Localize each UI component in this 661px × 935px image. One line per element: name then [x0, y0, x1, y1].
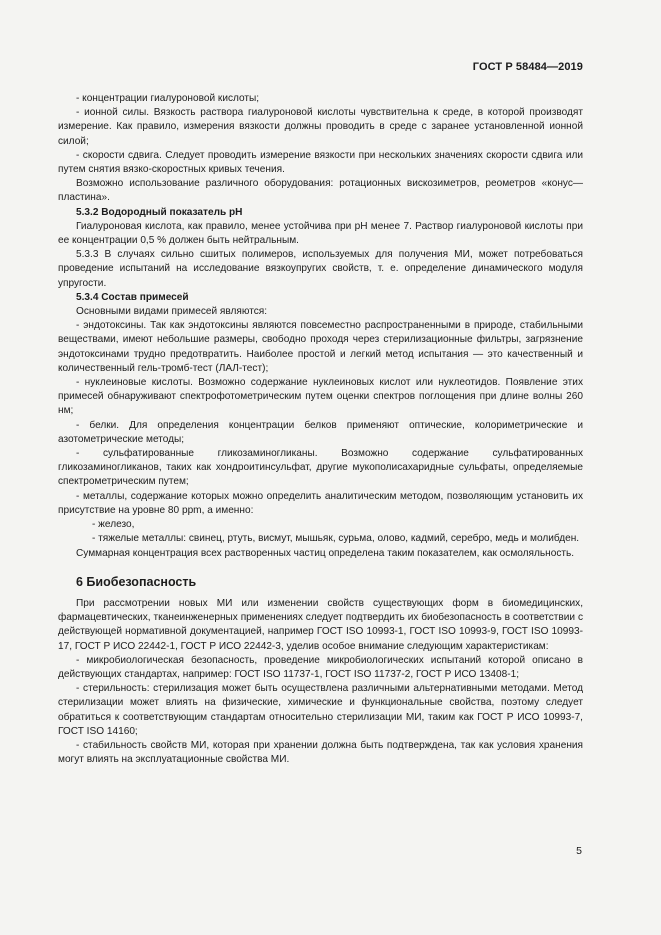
paragraph: Основными видами примесей являются:: [76, 306, 268, 318]
page-number: 5: [576, 845, 582, 857]
paragraph: Возможно использование различного оборудования: ротационных вискозиметров, реометров «конус—пластина».: [58, 178, 583, 204]
page-body: [58, 92, 583, 767]
sub-list-item: - железо,: [92, 519, 135, 531]
paragraph: - ионной силы. Вязкость раствора гиалуроновой кислоты чувствительна к среде, в которой производят измерение. Как правило, измерения вязкости должны проводить в среде с заранее установленной ионной силой;: [58, 107, 583, 147]
subsection-heading-5-3-4: 5.3.4 Состав примесей: [76, 291, 189, 303]
list-item: - стерильность: стерилизация может быть осуществлена различными альтернативными методами. Метод стерилизации может влиять на физические, химические и функциональные свойства, поэтому следует обратиться к соответствующим стандартам относительно стерилизации МИ, таким как ГОСТ Р ИСО 10993-7, ГОСТ ISO 14160;: [58, 683, 583, 737]
paragraph: Суммарная концентрация всех растворенных частиц определена таким показателем, как осмоляльность.: [76, 547, 575, 559]
sub-list-item: - тяжелые металлы: свинец, ртуть, висмут, мышьяк, сурьма, олово, кадмий, серебро, медь и молибден.: [92, 533, 580, 545]
list-item: - стабильность свойств МИ, которая при хранении должна быть подтверждена, так как условия хранения могут влиять на эксплуатационные свойства МИ.: [58, 739, 583, 766]
paragraph: - скорости сдвига. Следует проводить измерение вязкости при нескольких значениях скорости сдвига или путем снятия вязко-скоростных кривых течения.: [58, 149, 583, 176]
paragraph: 5.3.3 В случаях сильно сшитых полимеров, используемых для получения МИ, может потребоваться проведение испытаний на исследование вязкоупругих свойств, т. е. определение динамического модуля упругости.: [58, 249, 583, 289]
paragraph: При рассмотрении новых МИ или изменении свойств существующих форм в биомедицинских, фармацевтических, тканеинженерных применениях следует подтвердить их биобезопасность в соответствии с действующей нормативной документацией, например ГОСТ ISO 10993-1, ГОСТ ISO 10993-9, ГОСТ ISO 10993-17, ГОСТ Р ИСО 22442-1, ГОСТ Р ИСО 22442-3, уделив особое внимание следующим характеристикам:: [58, 597, 583, 652]
paragraph: - концентрации гиалуроновой кислоты;: [76, 93, 260, 104]
document-id: ГОСТ Р 58484—2019: [472, 61, 583, 73]
list-item: - сульфатированные гликозаминогликаны. Возможно содержание сульфатированных гликозаминогликанов, таких как хондроитинсульфат, другие мукополисахаридные сульфаты, определяемые спектрометрическим путем;: [58, 448, 583, 488]
section-heading-6: 6 Биобезопасность: [76, 574, 197, 589]
list-item: - белки. Для определения концентрации белков применяют оптические, колориметрические и азотометрические методы;: [58, 419, 583, 445]
subsection-heading-5-3-2: 5.3.2 Водородный показатель рН: [76, 206, 243, 218]
paragraph: Гиалуроновая кислота, как правило, менее устойчива при рН менее 7. Раствор гиалуроновой кислоты при ее концентрации 0,5 % должен быть нейтральным.: [58, 220, 583, 247]
list-item: - микробиологическая безопасность, проведение микробиологических испытаний которой описано в действующих стандартах, например: ГОСТ ISO 11737-1, ГОСТ ISO 11737-2, ГОСТ Р ИСО 13408-1;: [58, 654, 583, 680]
list-item: - нуклеиновые кислоты. Возможно содержание нуклеиновых кислот или нуклеотидов. Появление этих примесей обнаруживают спектрофотометрическим путем оценки спектров поглощения при длине волны 260 нм;: [58, 377, 583, 417]
list-item: - металлы, содержание которых можно определить аналитическим методом, позволяющим установить их присутствие на уровне 80 ppm, а именно:: [58, 490, 583, 516]
list-item: - эндотоксины. Так как эндотоксины являются повсеместно распространенными в природе, стабильными веществами, имеют небольшие размеры, свободно проходя через стерилизационные фильтры, загрязнение эндотоксинами трудно предотвратить. Наиболее простой и легкий метод испытания — это качественный и количественный гель-тромб-тест (ЛАЛ-тест);: [58, 320, 583, 374]
